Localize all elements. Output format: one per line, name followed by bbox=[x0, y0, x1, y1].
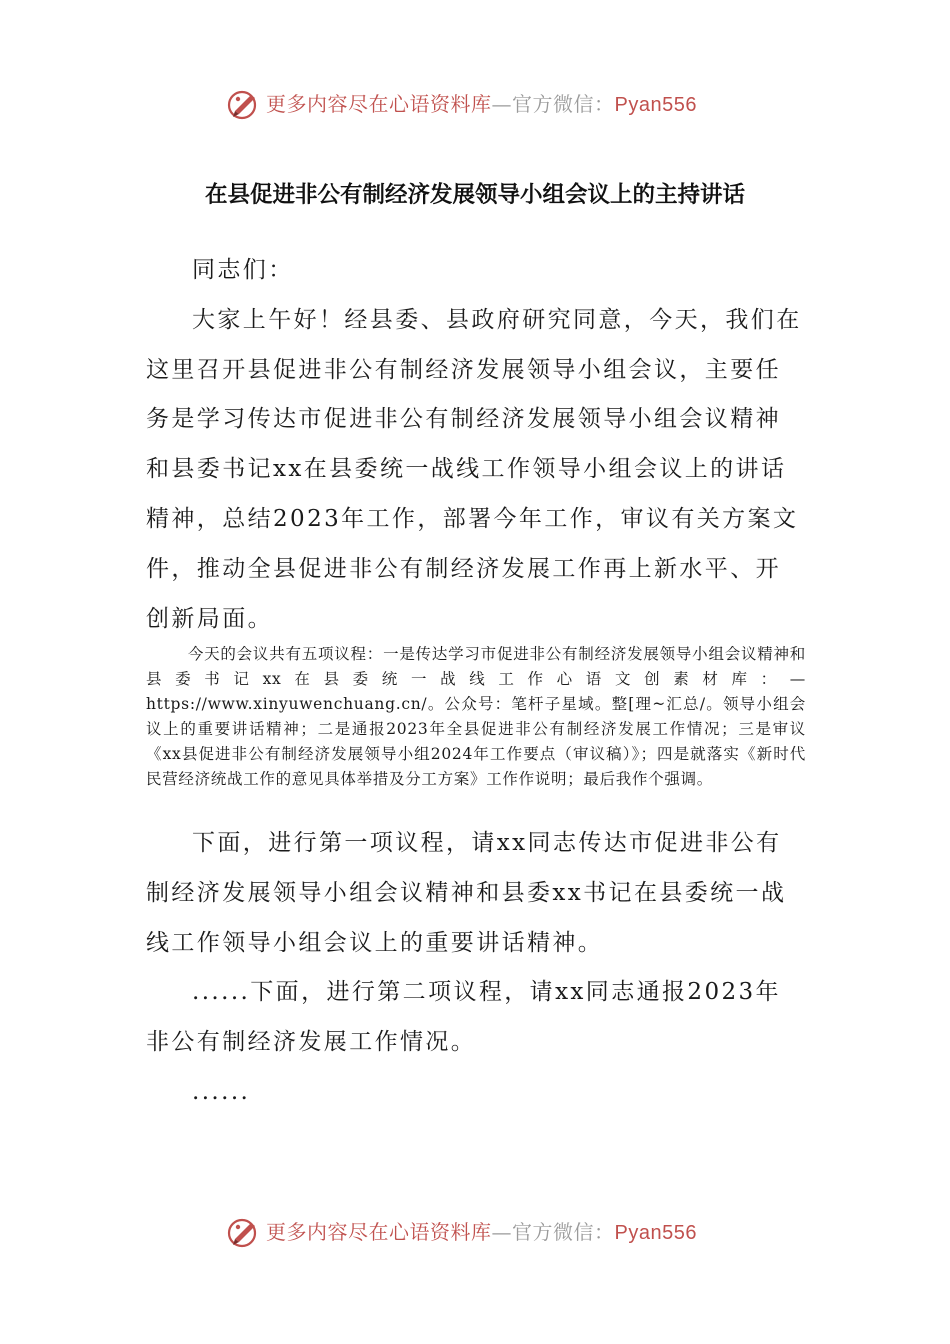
body-block-1 bbox=[146, 246, 806, 644]
banner-wechat-label: —官方微信： bbox=[491, 92, 615, 116]
paragraph-agenda: 今天的会议共有五项议程：一是传达学习市促进非公有制经济发展领导小组会议精神和县委书记xx在县委统一战线工作心语文创素材库：—https://www.xinyuwenchuang.cn/。公众号：笔杆子星域。整[理~汇总/。领导小组会议上的重要讲话精神；二是通报2023年全县促进非公有制经济发展工作情况；三是审议《xx县促进非公有制经济发展领导小组2024年工作要点（审议稿）》；四是就落实《新时代民营经济统战工作的意见具体举措及分工方案》工作作说明；最后我作个强调。 bbox=[146, 645, 806, 788]
footer-watermark-banner bbox=[0, 1212, 950, 1252]
banner-site-name: 更多内容尽在心语资料库 bbox=[266, 92, 492, 116]
paragraph-item-one: 下面，进行第一项议程，请xx同志传达市促进非公有制经济发展领导小组会议精神和县委xx书记在县委统一战线工作领导小组会议上的重要讲话精神。 bbox=[146, 830, 787, 956]
banner-wechat-id: Pyan556 bbox=[614, 94, 697, 116]
body-block-agenda bbox=[146, 642, 806, 792]
banner-site-name: 更多内容尽在心语资料库 bbox=[266, 1220, 492, 1244]
document-title: 在县促进非公有制经济发展领导小组会议上的主持讲话 bbox=[204, 182, 745, 208]
greeting: 同志们： bbox=[192, 257, 294, 283]
paragraph-ellipsis: ...... bbox=[192, 1078, 251, 1105]
pen-logo-icon bbox=[226, 86, 262, 122]
banner-wechat-id: Pyan556 bbox=[614, 1222, 697, 1244]
body-block-2 bbox=[146, 819, 806, 1118]
banner-wechat-label: —官方微信： bbox=[491, 1220, 615, 1244]
paragraph-opening: 大家上午好！经县委、县政府研究同意，今天，我们在这里召开县促进非公有制经济发展领导小组会议，主要任务是学习传达市促进非公有制经济发展领导小组会议精神和县委书记xx在县委统一战线工作领导小组会议上的讲话精神，总结2023年工作，部署今年工作，审议有关方案文件，推动全县促进非公有制经济发展工作再上新水平、开创新局面。 bbox=[146, 306, 802, 632]
header-watermark-banner bbox=[0, 84, 950, 124]
pen-logo-icon bbox=[226, 1214, 262, 1250]
paragraph-item-two: ......下面，进行第二项议程，请xx同志通报2023年非公有制经济发展工作情况。 bbox=[146, 979, 781, 1056]
